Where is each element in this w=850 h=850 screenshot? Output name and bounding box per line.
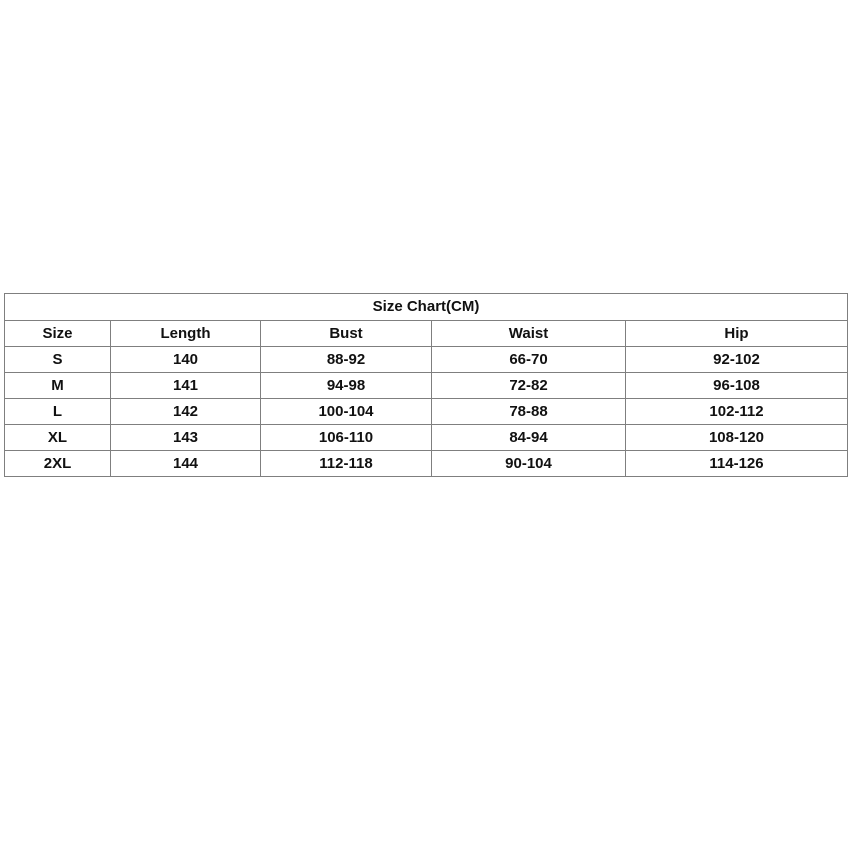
column-header-hip: Hip — [626, 321, 848, 347]
cell-size: S — [5, 347, 111, 373]
cell-waist: 78-88 — [432, 399, 626, 425]
cell-bust: 94-98 — [261, 373, 432, 399]
table-title: Size Chart(CM) — [5, 294, 848, 321]
table-row — [5, 347, 848, 373]
cell-waist: 72-82 — [432, 373, 626, 399]
size-chart-table — [4, 293, 848, 477]
cell-hip: 108-120 — [626, 425, 848, 451]
table-header-row — [5, 321, 848, 347]
cell-bust: 106-110 — [261, 425, 432, 451]
cell-size: L — [5, 399, 111, 425]
cell-hip: 92-102 — [626, 347, 848, 373]
cell-length: 143 — [111, 425, 261, 451]
cell-length: 140 — [111, 347, 261, 373]
cell-size: XL — [5, 425, 111, 451]
cell-hip: 102-112 — [626, 399, 848, 425]
cell-bust: 112-118 — [261, 451, 432, 477]
column-header-length: Length — [111, 321, 261, 347]
table-row — [5, 373, 848, 399]
cell-hip: 96-108 — [626, 373, 848, 399]
cell-waist: 84-94 — [432, 425, 626, 451]
column-header-bust: Bust — [261, 321, 432, 347]
cell-size: 2XL — [5, 451, 111, 477]
cell-size: M — [5, 373, 111, 399]
cell-bust: 100-104 — [261, 399, 432, 425]
table-row — [5, 451, 848, 477]
cell-waist: 90-104 — [432, 451, 626, 477]
cell-length: 142 — [111, 399, 261, 425]
cell-length: 144 — [111, 451, 261, 477]
cell-bust: 88-92 — [261, 347, 432, 373]
column-header-size: Size — [5, 321, 111, 347]
cell-waist: 66-70 — [432, 347, 626, 373]
cell-hip: 114-126 — [626, 451, 848, 477]
column-header-waist: Waist — [432, 321, 626, 347]
table-title-row — [5, 294, 848, 321]
cell-length: 141 — [111, 373, 261, 399]
table-row — [5, 425, 848, 451]
table-row — [5, 399, 848, 425]
